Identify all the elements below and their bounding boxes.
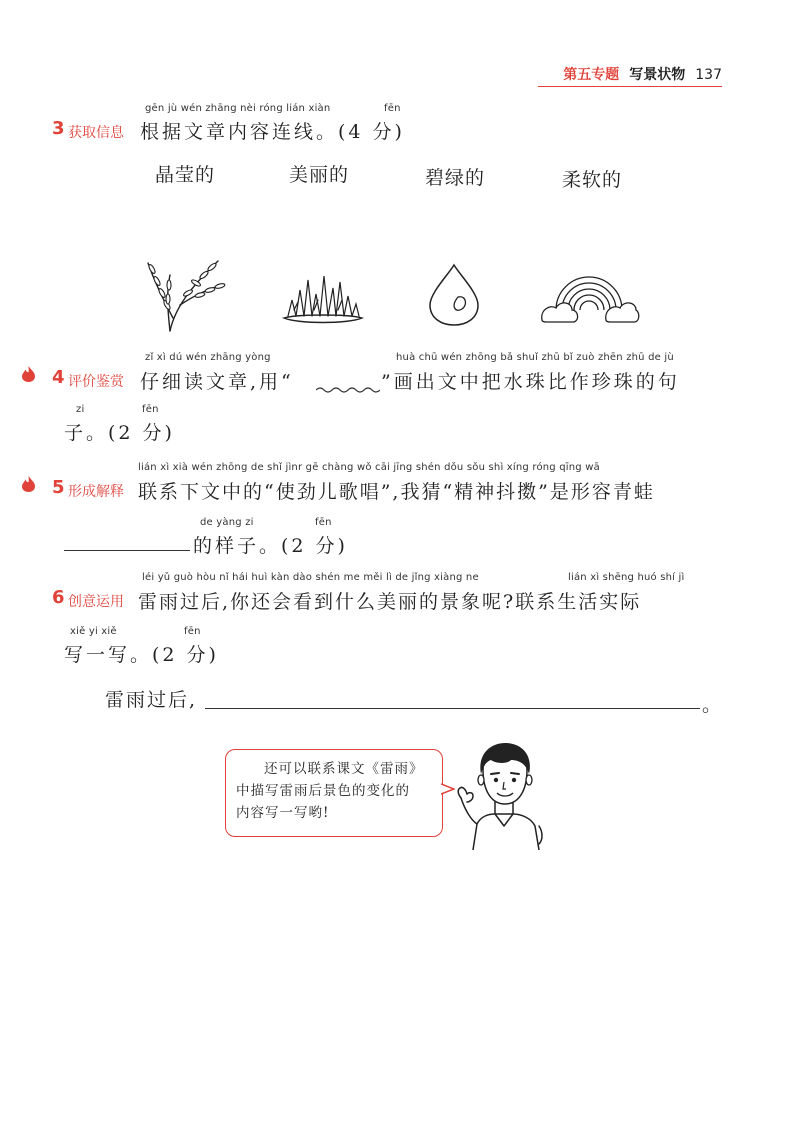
grass-icon[interactable]	[278, 270, 368, 328]
willow-icon[interactable]	[140, 253, 230, 335]
rainbow-icon[interactable]	[538, 260, 640, 330]
tip-line-2: 中描写雷雨后景色的变化的	[236, 783, 410, 799]
q6-pinyin-a: léi yǔ guò hòu nǐ hái huì kàn dào shén me měi lì de jǐng xiàng ne	[142, 572, 479, 583]
q5-number: 5	[52, 477, 65, 498]
q4-label: 评价鉴赏	[68, 374, 124, 390]
q6-text-b: 写一写。(2 分)	[64, 644, 219, 666]
header-rule	[538, 86, 722, 87]
q4-number: 4	[52, 367, 65, 388]
bubble-tail	[441, 782, 455, 796]
wavy-line-sample	[316, 386, 380, 394]
q5-pinyin-a: lián xì xià wén zhōng de shǐ jìnr gē chàng wǒ cāi jīng shén dǒu sǒu shì xíng róng qīng wā	[138, 462, 600, 473]
boy-avatar	[455, 740, 555, 850]
q6-label: 创意运用	[68, 594, 124, 610]
option-3[interactable]: 碧绿的	[425, 167, 486, 189]
q4-pinyin-d: fēn	[142, 404, 159, 415]
q5-pinyin-c: fēn	[315, 517, 332, 528]
tip-line-1: 还可以联系课文《雷雨》	[264, 761, 424, 777]
q6-answer-suffix: 。	[702, 694, 725, 716]
q3-label: 获取信息	[68, 125, 124, 141]
q6-pinyin-c: xiě yi xiě	[70, 626, 117, 637]
q6-number: 6	[52, 587, 65, 608]
q5-text-a: 联系下文中的“使劲儿歌唱”,我猜“精神抖擞”是形容青蛙	[138, 481, 655, 503]
q5-answer-blank[interactable]	[64, 550, 190, 551]
q3-text: 根据文章内容连线。(4 分)	[140, 121, 405, 143]
q5-text-b: 的样子。(2 分)	[193, 535, 348, 557]
q6-answer-line[interactable]	[205, 708, 700, 709]
section-label: 第五专题	[563, 67, 620, 83]
q3-number: 3	[52, 118, 65, 139]
water-drop-icon[interactable]	[424, 261, 484, 329]
q6-answer-prefix: 雷雨过后,	[105, 689, 198, 711]
page-header	[563, 64, 722, 84]
flame-icon	[22, 366, 35, 382]
q3-pinyin-fen: fēn	[384, 103, 401, 114]
option-1[interactable]: 晶莹的	[155, 164, 216, 186]
q3-pinyin: gēn jù wén zhāng nèi róng lián xiàn	[145, 103, 331, 114]
q4-pinyin-a: zǐ xì dú wén zhāng yòng	[145, 352, 271, 363]
q4-pinyin-c: zi	[76, 404, 85, 415]
page-number: 137	[695, 67, 722, 83]
q5-pinyin-b: de yàng zi	[200, 517, 254, 528]
flame-icon	[22, 476, 35, 492]
section-title: 写景状物	[629, 67, 686, 83]
q6-pinyin-b: lián xì shēng huó shí jì	[568, 572, 685, 583]
tip-line-3: 内容写一写哟!	[236, 805, 330, 821]
option-2[interactable]: 美丽的	[289, 164, 350, 186]
tip-bubble	[225, 749, 443, 837]
q6-text-a: 雷雨过后,你还会看到什么美丽的景象呢?联系生活实际	[138, 591, 642, 613]
option-4[interactable]: 柔软的	[562, 169, 623, 191]
q6-pinyin-d: fēn	[184, 626, 201, 637]
q4-text-a: 仔细读文章,用“	[140, 371, 294, 393]
q4-text-c: 子。(2 分)	[64, 422, 175, 444]
q4-pinyin-b: huà chū wén zhōng bǎ shuǐ zhū bǐ zuò zhēn zhū de jù	[396, 352, 674, 363]
q4-text-b: ”画出文中把水珠比作珍珠的句	[381, 371, 680, 393]
q5-label: 形成解释	[68, 484, 124, 500]
